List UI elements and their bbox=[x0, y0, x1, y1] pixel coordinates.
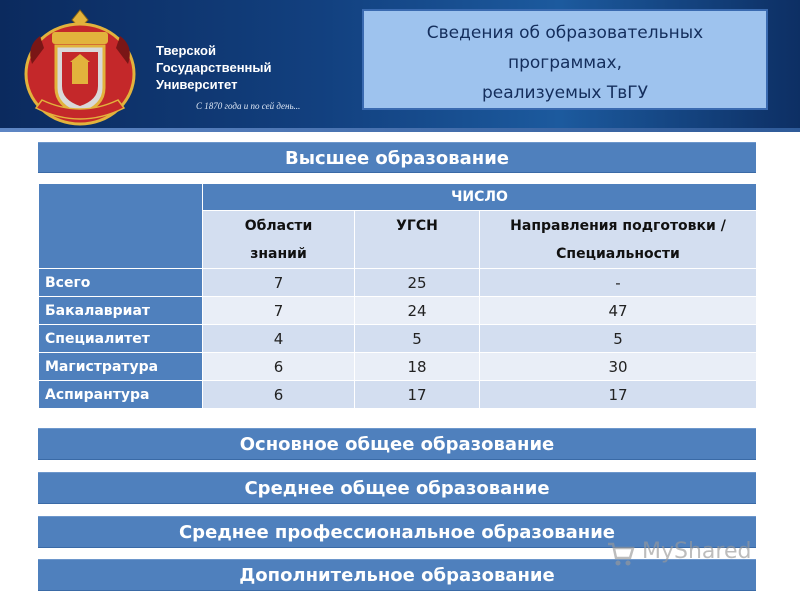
column-header-areas-line-2: знаний bbox=[250, 246, 307, 262]
cell-areas: 4 bbox=[203, 325, 355, 353]
cell-areas: 7 bbox=[203, 297, 355, 325]
row-label-bachelor: Бакалавриат bbox=[39, 297, 203, 325]
cell-ugsn: 24 bbox=[355, 297, 480, 325]
cart-icon bbox=[606, 540, 636, 568]
section-higher-education: Высшее образование bbox=[38, 142, 756, 173]
row-label-postgraduate: Аспирантура bbox=[39, 381, 203, 409]
cell-directions: 47 bbox=[480, 297, 757, 325]
cell-areas: 6 bbox=[203, 381, 355, 409]
slide-title-line-2: программах, bbox=[508, 53, 622, 73]
slide-title-line-3: реализуемых ТвГУ bbox=[482, 83, 648, 103]
cell-ugsn: 25 bbox=[355, 269, 480, 297]
slide-title-line-1: Сведения об образовательных bbox=[426, 23, 704, 43]
cell-areas: 7 bbox=[203, 269, 355, 297]
university-name bbox=[156, 42, 316, 93]
programs-table bbox=[38, 183, 757, 409]
column-header-directions bbox=[480, 211, 757, 269]
table-super-header-row bbox=[39, 184, 757, 211]
cell-directions: 17 bbox=[480, 381, 757, 409]
row-label-specialist: Специалитет bbox=[39, 325, 203, 353]
university-coat-of-arms-logo bbox=[22, 6, 138, 128]
university-name-line-1: Тверской bbox=[156, 43, 216, 58]
myshared-watermark bbox=[606, 538, 766, 570]
column-header-directions-line-2: Специальности bbox=[556, 246, 680, 262]
section-basic-general-education: Основное общее образование bbox=[38, 428, 756, 460]
cell-directions: - bbox=[480, 269, 757, 297]
watermark-text: MyShared bbox=[642, 539, 752, 564]
cell-ugsn: 5 bbox=[355, 325, 480, 353]
table-super-header: ЧИСЛО bbox=[203, 184, 757, 211]
cell-directions: 30 bbox=[480, 353, 757, 381]
table-row bbox=[39, 269, 757, 297]
column-header-areas-line-1: Области bbox=[244, 218, 313, 234]
table-row bbox=[39, 353, 757, 381]
section-additional-education: Дополнительное образование bbox=[38, 559, 756, 591]
row-label-master: Магистратура bbox=[39, 353, 203, 381]
table-row bbox=[39, 381, 757, 409]
cell-ugsn: 17 bbox=[355, 381, 480, 409]
university-name-line-3: Университет bbox=[156, 77, 238, 92]
university-name-line-2: Государственный bbox=[156, 60, 272, 75]
section-secondary-professional-education: Среднее профессиональное образование bbox=[38, 516, 756, 548]
column-header-ugsn bbox=[355, 211, 480, 269]
page-header bbox=[0, 0, 800, 132]
cell-areas: 6 bbox=[203, 353, 355, 381]
row-label-total: Всего bbox=[39, 269, 203, 297]
column-header-ugsn-line-1: УГСН bbox=[396, 218, 438, 234]
cell-directions: 5 bbox=[480, 325, 757, 353]
column-header-directions-line-1: Направления подготовки / bbox=[510, 218, 726, 234]
table-row bbox=[39, 297, 757, 325]
table-row bbox=[39, 325, 757, 353]
university-slogan: С 1870 года и по сей день... bbox=[196, 101, 301, 111]
slide-title bbox=[362, 9, 768, 110]
cell-ugsn: 18 bbox=[355, 353, 480, 381]
column-header-areas bbox=[203, 211, 355, 269]
section-secondary-general-education: Среднее общее образование bbox=[38, 472, 756, 504]
table-corner-cell bbox=[39, 184, 203, 269]
